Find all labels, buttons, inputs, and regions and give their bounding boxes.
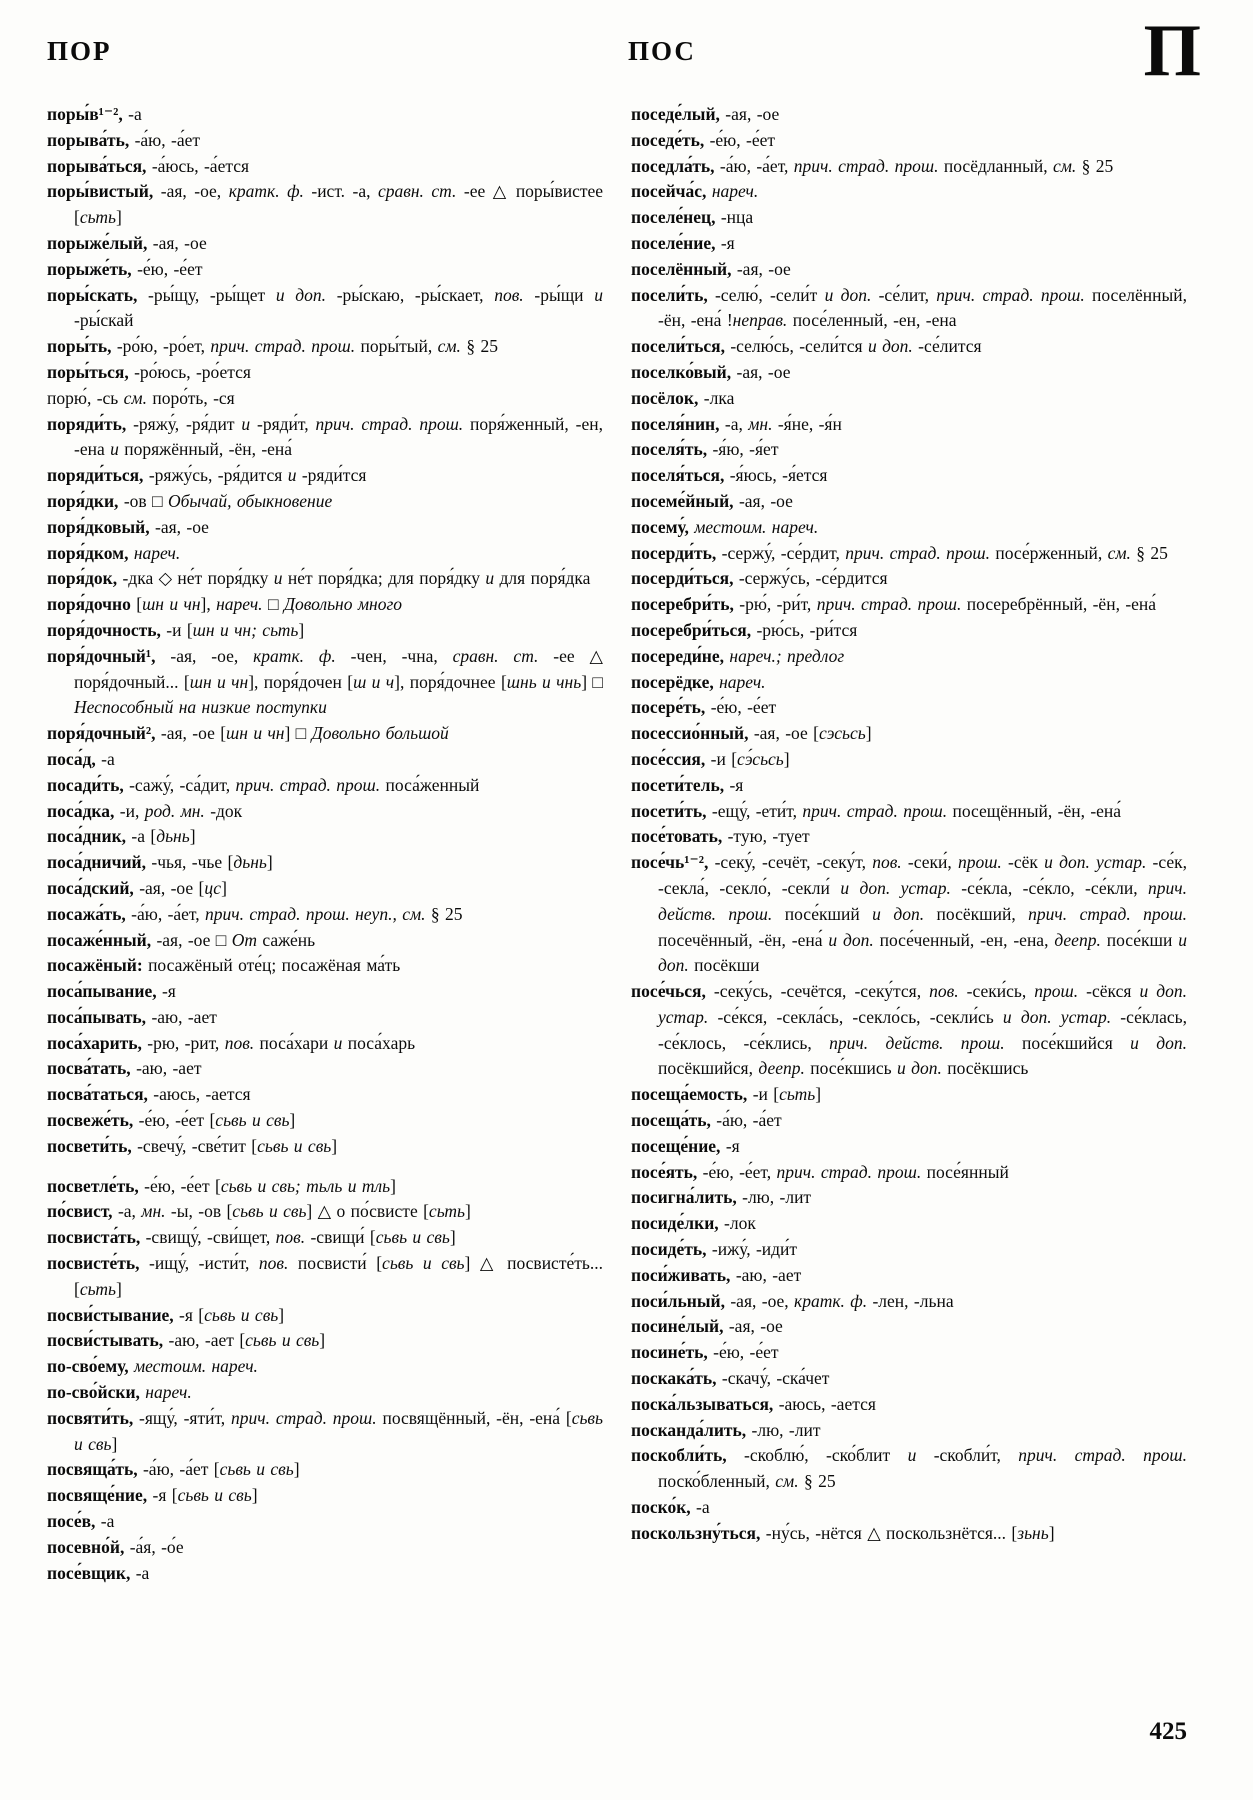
dictionary-entry: поско́к, -а — [631, 1497, 710, 1518]
dictionary-entry: посе́чься, -секу́сь, -сечётся, -секу́тся, пов. -секи́сь, прош. -сёкся и доп. устар. -се́кся, -секла́сь, -секло́сь, -секли́сь и доп. устар. -се́клась, -се́клось, -се́клись, прич. действ. прош. посе́кшийся и доп. посёкшийся, деепр. посе́кшись и доп. посёкшись — [631, 981, 1188, 1079]
dictionary-entry: поскака́ть, -скачу́, -ска́чет — [631, 1368, 830, 1389]
dictionary-entry: поседе́лый, -ая, -ое — [631, 104, 780, 124]
dictionary-entry: посе́товать, -тую, -тует — [631, 826, 810, 847]
dictionary-entry: посажёный: посажёный оте́ц; посажёная ма́ть — [47, 955, 401, 976]
dictionary-entry: посереди́не, нареч.; предлог — [631, 645, 845, 666]
dictionary-entry: посему́, местоим. нареч. — [631, 516, 819, 537]
dictionary-entry: поседе́ть, -е́ю, -е́ет — [631, 129, 776, 150]
dictionary-entry: порыва́ть, -а́ю, -а́ет — [47, 129, 201, 150]
dictionary-entry: посе́ссия, -и [сэ́сьсь] — [631, 748, 790, 769]
dictionary-entry: поря́дковый, -ая, -ое — [47, 516, 209, 537]
dictionary-entry: поры́в¹⁻², -а — [47, 104, 142, 124]
dictionary-entry: посиде́ть, -ижу́, -иди́т — [631, 1239, 798, 1260]
dictionary-entry: поса́харить, -рю, -рит, пов. поса́хари и поса́харь — [47, 1032, 416, 1053]
dictionary-entry: посёлок, -лка — [631, 387, 735, 408]
dictionary-entry: посеща́ть, -а́ю, -а́ет — [631, 1110, 782, 1131]
dictionary-entry: посвяще́ние, -я [сьвь и свь] — [47, 1485, 258, 1506]
right-column — [631, 102, 1187, 1586]
dictionary-entry: поря́дком, нареч. — [47, 542, 181, 563]
dictionary-entry: посе́ять, -е́ю, -е́ет, прич. страд. прош. посе́янный — [631, 1161, 1009, 1182]
dictionary-entry: порыва́ться, -а́юсь, -а́ется — [47, 155, 250, 176]
running-head-left: ПОР — [47, 36, 112, 66]
dictionary-entry: посеща́емость, -и [сьть] — [631, 1084, 822, 1105]
running-head-right: ПОС — [628, 36, 696, 66]
left-column — [47, 102, 603, 1586]
dictionary-entry: посви́стывать, -аю, -ает [сьвь и свь] — [47, 1330, 326, 1351]
dictionary-entry: по́свист, -а, мн. -ы, -ов [сьвь и свь] △ о по́свисте [сьть] — [47, 1201, 471, 1222]
dictionary-entry: посветле́ть, -е́ю, -е́ет [сьвь и свь; тьль и тль] — [47, 1175, 396, 1196]
dictionary-entry: посади́ть, -сажу́, -са́дит, прич. страд. прош. поса́женный — [47, 774, 480, 795]
dictionary-entry: посе́в, -а — [47, 1511, 115, 1532]
dictionary-entry: посвеже́ть, -е́ю, -е́ет [сьвь и свь] — [47, 1110, 296, 1131]
dictionary-entry: посажа́ть, -а́ю, -а́ет, прич. страд. прош. неуп., см. § 25 — [47, 903, 463, 924]
dictionary-entry: поса́пывание, -я — [47, 981, 176, 1002]
dictionary-entry: посейча́с, нареч. — [631, 181, 759, 202]
dictionary-entry: поселя́нин, -а, мн. -я́не, -я́н — [631, 413, 842, 434]
dictionary-entry: поры́вистый, -ая, -ое, кратк. ф. -ист. -а, сравн. ст. -ее △ поры́вистее [сьть] — [47, 181, 604, 228]
dictionary-entry: поскользну́ться, -ну́сь, -нётся △ поскользнётся... [зьнь] — [631, 1522, 1055, 1543]
dictionary-entry: посерди́ть, -сержу́, -се́рдит, прич. страд. прош. посе́рженный, см. § 25 — [631, 542, 1168, 563]
page-number: 425 — [1149, 1718, 1187, 1745]
dictionary-entry: поря́дочный², -ая, -ое [шн и чн] □ Довольно большой — [47, 723, 449, 744]
dictionary-columns — [47, 102, 1187, 1586]
dictionary-entry: поса́дка, -и, род. мн. -док — [47, 800, 243, 821]
dictionary-entry: посвети́ть, -свечу́, -све́тит [сьвь и свь] — [47, 1135, 338, 1156]
dictionary-entry: поскобли́ть, -скоблю́, -ско́блит и -скобли́т, прич. страд. прош. поско́бленный, см. § 25 — [631, 1445, 1187, 1492]
dictionary-entry: порю́, -сь см. поро́ть, -ся — [47, 387, 235, 408]
dictionary-entry: поса́дничий, -чья, -чье [дьнь] — [47, 852, 273, 873]
dictionary-entry: поря́дочность, -и [шн и чн; сьть] — [47, 619, 305, 640]
dictionary-entry: поря́док, -дка ◇ не́т поря́дку и не́т поря́дка; для поря́дку и для поря́дка — [47, 568, 591, 589]
dictionary-entry: посели́ть, -селю́, -сели́т и доп. -се́лит, прич. страд. прош. поселённый, -ён, -ена́ !неправ. посе́ленный, -ен, -ена — [631, 284, 1187, 331]
dictionary-entry: посвяти́ть, -ящу́, -яти́т, прич. страд. прош. посвящённый, -ён, -ена́ [сьвь и свь] — [47, 1407, 603, 1454]
section-letter: П — [1143, 10, 1201, 92]
dictionary-entry: посели́ться, -селю́сь, -сели́тся и доп. -се́лится — [631, 336, 982, 357]
dictionary-entry: поселе́нец, -нца — [631, 207, 754, 228]
dictionary-entry: посере́ть, -е́ю, -е́ет — [631, 697, 777, 718]
dictionary-entry: поры́ть, -ро́ю, -ро́ет, прич. страд. прош. поры́тый, см. § 25 — [47, 336, 498, 357]
dictionary-entry: посва́тать, -аю, -ает — [47, 1058, 202, 1079]
dictionary-entry: поска́льзываться, -аюсь, -ается — [631, 1393, 876, 1414]
dictionary-entry: поселя́ть, -я́ю, -я́ет — [631, 439, 779, 460]
dictionary-entry: посе́вщик, -а — [47, 1562, 150, 1583]
dictionary-entry: посва́таться, -аюсь, -ается — [47, 1084, 251, 1105]
dictionary-entry: поседла́ть, -а́ю, -а́ет, прич. страд. прош. посёдланный, см. § 25 — [631, 155, 1114, 176]
dictionary-entry: поселя́ться, -я́юсь, -я́ется — [631, 465, 828, 486]
dictionary-entry: поря́дочный¹, -ая, -ое, кратк. ф. -чен, -чна, сравн. ст. -ее △ поря́дочный... [шн и чн], поря́дочен [ш и ч], поря́дочнее [шнь и чнь] □ Неспособный на низкие поступки — [47, 645, 604, 718]
dictionary-entry: посканда́лить, -лю, -лит — [631, 1419, 821, 1440]
dictionary-entry: поря́дочно [шн и чн], нареч. □ Довольно много — [47, 594, 403, 615]
dictionary-entry: поры́ться, -ро́юсь, -ро́ется — [47, 361, 251, 382]
dictionary-entry: поса́пывать, -аю, -ает — [47, 1006, 217, 1027]
dictionary-entry: посине́ть, -е́ю, -е́ет — [631, 1342, 779, 1363]
dictionary-entry: поряди́ть, -ряжу́, -ря́дит и -ряди́т, прич. страд. прош. поря́женный, -ен, -ена и поряжённый, -ён, -ена́ — [47, 413, 603, 460]
dictionary-entry: поселённый, -ая, -ое — [631, 258, 791, 279]
dictionary-entry: по-сво́йски, нареч. — [47, 1382, 192, 1403]
dictionary-entry: посигна́лить, -лю, -лит — [631, 1187, 812, 1208]
dictionary-entry: порыже́лый, -ая, -ое — [47, 232, 207, 253]
dictionary-entry: поряди́ться, -ряжу́сь, -ря́дится и -ряди́тся — [47, 465, 367, 486]
dictionary-entry: посиде́лки, -лок — [631, 1213, 756, 1234]
dictionary-entry: поры́скать, -ры́щу, -ры́щет и доп. -ры́скаю, -ры́скает, пов. -ры́щи и -ры́скай — [47, 284, 603, 331]
dictionary-entry: поси́льный, -ая, -ое, кратк. ф. -лен, -льна — [631, 1290, 954, 1311]
dictionary-entry: по-сво́ему, местоим. нареч. — [47, 1356, 258, 1377]
dictionary-entry: поса́дник, -а [дьнь] — [47, 826, 196, 847]
dictionary-entry: посерди́ться, -сержу́сь, -се́рдится — [631, 568, 888, 589]
dictionary-entry: посеребри́ться, -рю́сь, -ри́тся — [631, 619, 858, 640]
dictionary-entry: посерёдке, нареч. — [631, 671, 766, 692]
dictionary-entry: посессио́нный, -ая, -ое [сэсьсь] — [631, 723, 872, 744]
dictionary-entry: посеребри́ть, -рю́, -ри́т, прич. страд. прош. посеребрённый, -ён, -ена́ — [631, 594, 1157, 615]
dictionary-entry: посви́стывание, -я [сьвь и свь] — [47, 1304, 285, 1325]
dictionary-entry: посвисте́ть, -ищу́, -исти́т, пов. посвисти́ [сьвь и свь] △ посвисте́ть... [сьть] — [47, 1253, 603, 1299]
dictionary-entry: посине́лый, -ая, -ое — [631, 1316, 783, 1337]
dictionary-entry: посети́тель, -я — [631, 774, 744, 795]
dictionary-entry: посеще́ние, -я — [631, 1135, 740, 1156]
dictionary-entry: поселе́ние, -я — [631, 232, 735, 253]
dictionary-entry: поса́д, -а — [47, 748, 115, 769]
dictionary-entry: посе́чь¹⁻², -секу́, -сечёт, -секу́т, пов. -секи́, прош. -сёк и доп. устар. -се́к, -секла́, -секло́, -секли́ и доп. устар. -се́кла, -се́кло, -се́кли, прич. действ. прош. посе́кший и доп. посёкший, прич. страд. прош. посечённый, -ён, -ена́ и доп. посе́ченный, -ен, -ена, деепр. посе́кши и доп. посёкши — [631, 852, 1188, 976]
dictionary-entry: поси́живать, -аю, -ает — [631, 1264, 802, 1285]
dictionary-entry: посевно́й, -а́я, -о́е — [47, 1536, 184, 1557]
dictionary-entry: поря́дки, -ов □ Обычай, обыкновение — [47, 490, 333, 511]
dictionary-entry: порыже́ть, -е́ю, -е́ет — [47, 258, 203, 279]
dictionary-entry: посаже́нный, -ая, -ое □ От саже́нь — [47, 929, 316, 950]
dictionary-entry: поса́дский, -ая, -ое [цс] — [47, 877, 227, 898]
dictionary-entry: посвяща́ть, -а́ю, -а́ет [сьвь и свь] — [47, 1459, 300, 1480]
dictionary-entry: посвиста́ть, -свищу́, -сви́щет, пов. -свищи́ [сьвь и свь] — [47, 1227, 456, 1248]
dictionary-entry: поселко́вый, -ая, -ое — [631, 361, 791, 382]
dictionary-entry: посети́ть, -ещу́, -ети́т, прич. страд. прош. посещённый, -ён, -ена́ — [631, 800, 1122, 821]
dictionary-entry: посеме́йный, -ая, -ое — [631, 490, 793, 511]
